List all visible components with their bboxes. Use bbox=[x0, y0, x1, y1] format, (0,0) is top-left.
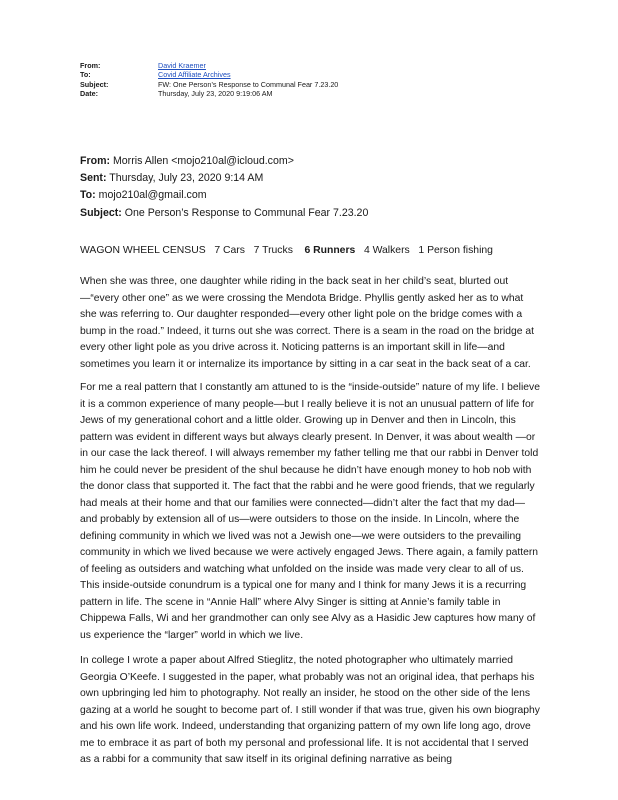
wagon-wheel-census bbox=[80, 244, 493, 258]
header-date-label: Date: bbox=[80, 89, 98, 99]
email-header bbox=[80, 61, 338, 99]
body-paragraph-2: For me a real pattern that I constantly am attuned to is the “inside-outside” nature of my life. I believe it is a common experience of many people—but I really believe it is not an unusual pattern of life for Jews of my generational cohort and a little older. Growing up in Denver and then in Lincoln, this pattern was evident in different ways but always clearly present. In Denver, it was about wealth —or in our case the lack thereof. I will always remember my father telling me that our rabbi in Denver told him he could never be president of the shul because he didn’t have enough money to hob nob with the donor class that supported it. The fact that the rabbi and he were good friends, that we regularly had meals at their home and that our families were connected—didn’t alter the fact that my dad—and probably by extension all of us—were outsiders to those on the inside. In Lincoln, where the defining community in which we lived was not a Jewish one—we were outsiders to the prevailing community in which we lived because we were actively engaged Jews. There again, a family pattern of feeling as outsiders and watching what unfolded on the inside was made very clear to all of us. This inside-outside conundrum is a typical one for many and I think for many Jews it is a recurring pattern in life. The scene in “Annie Hall” where Alvy Singer is sitting at Annie’s family table in Chippewa Falls, Wi and her grandmother can only see Alvy as a Hasidic Jew captures how many of us experience the “larger” world in which we live. bbox=[80, 382, 540, 641]
header-date-value: Thursday, July 23, 2020 9:19:06 AM bbox=[158, 89, 273, 99]
census-runners: 6 Runners bbox=[304, 245, 356, 256]
forwarded-from-value: Morris Allen <mojo210al@icloud.com> bbox=[110, 155, 294, 167]
forwarded-to-value: mojo210al@gmail.com bbox=[95, 189, 207, 202]
body-paragraph-1: When she was three, one daughter while riding in the back seat in her child’s seat, blurted out —“every other one” as we were crossing the Mendota Bridge. Phyllis gently asked her as to what she was referring to. Our daughter responded—every other light pole on the bridge comes with a bump in the road.” Indeed, it turns out she was correct. There is a seam in the road on the bridge at every other light pole as you drive across it. Noticing patterns is an important skill in life—and sometimes you learn it or internalize its importance by sitting in a car seat in the back seat of a car. bbox=[80, 276, 535, 370]
forwarded-from-row bbox=[80, 153, 368, 170]
census-trucks: 7 Trucks bbox=[253, 245, 293, 256]
census-cars: 7 Cars bbox=[214, 245, 245, 256]
header-from-label: From: bbox=[80, 61, 101, 70]
census-walkers: 4 Walkers bbox=[363, 245, 410, 256]
header-to-label: To: bbox=[80, 70, 91, 80]
body-paragraph-3: In college I wrote a paper about Alfred Stieglitz, the noted photographer who ultimately married Georgia O’Keefe. I suggested in the paper, what probably was not an original idea, that perhaps his own upbringing led him to photography. Not really an insider, he stood on the other side of the lens gazing at a world he sought to become part of. I still wonder if that was true, given his own biography and his own life work. Indeed, understanding that organizing pattern of my own life long ago, drove me to embrace it as part of both my personal and professional life. It is not accidental that I served as a rabbi for a community that saw itself in its original defining narrative as being bbox=[80, 655, 540, 765]
forwarded-to-label: To: bbox=[80, 189, 96, 202]
forwarded-to-row bbox=[80, 187, 368, 204]
header-subject-row bbox=[80, 80, 338, 89]
header-subject-value: FW: One Person’s Response to Communal Fear 7.23.20 bbox=[158, 79, 339, 89]
census-fishing: 1 Person fishing bbox=[418, 245, 493, 256]
forwarded-sent-label: Sent: bbox=[80, 172, 107, 185]
forwarded-subject-value: One Person’s Response to Communal Fear 7.23.20 bbox=[121, 206, 369, 219]
header-to-row bbox=[80, 70, 338, 79]
header-subject-label: Subject: bbox=[80, 79, 109, 89]
header-date-row bbox=[80, 89, 338, 98]
forwarded-sent-value: Thursday, July 23, 2020 9:14 AM bbox=[106, 172, 264, 185]
forwarded-from-label: From: bbox=[80, 155, 111, 167]
census-title: WAGON WHEEL CENSUS bbox=[80, 245, 206, 256]
forwarded-subject-label: Subject: bbox=[80, 206, 122, 219]
header-from-link[interactable]: David Kraemer bbox=[158, 61, 206, 70]
forwarded-sent-row bbox=[80, 170, 368, 187]
forwarded-header bbox=[80, 153, 368, 222]
forwarded-subject-row bbox=[80, 205, 368, 222]
header-from-row bbox=[80, 61, 338, 70]
header-to-link[interactable]: Covid Affiliate Archives bbox=[158, 70, 231, 80]
